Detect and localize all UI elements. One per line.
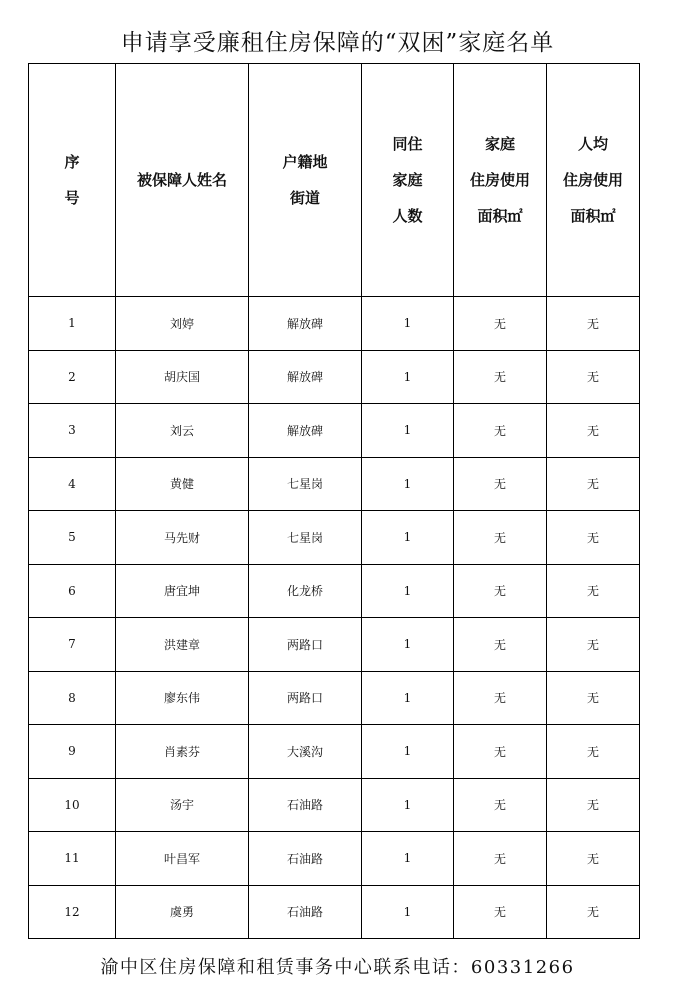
cell-serial-number: 12	[29, 885, 116, 939]
cell-serial-number: 10	[29, 778, 116, 832]
cell-serial-number: 4	[29, 457, 116, 511]
cell-per-capita-area: 无	[547, 564, 640, 618]
header-insured-name	[116, 64, 249, 297]
cell-members: 1	[362, 511, 454, 565]
cell-family-area: 无	[454, 564, 547, 618]
cell-members: 1	[362, 725, 454, 779]
header-line: 户籍地	[282, 153, 328, 171]
header-line: 家庭	[392, 171, 423, 189]
header-cohabiting-members	[362, 64, 454, 297]
cell-family-area: 无	[454, 885, 547, 939]
cell-street: 七星岗	[249, 457, 362, 511]
table-row	[29, 725, 640, 779]
cell-family-area: 无	[454, 725, 547, 779]
table-row	[29, 671, 640, 725]
cell-serial-number: 2	[29, 350, 116, 404]
document-title: 申请享受廉租住房保障的“双困”家庭名单	[120, 30, 555, 56]
cell-per-capita-area: 无	[547, 885, 640, 939]
cell-name: 胡庆国	[116, 350, 249, 404]
cell-family-area: 无	[454, 350, 547, 404]
table-row	[29, 404, 640, 458]
cell-street: 石油路	[249, 885, 362, 939]
cell-family-area: 无	[454, 832, 547, 886]
header-line: 被保障人姓名	[136, 171, 227, 189]
cell-name: 洪建章	[116, 618, 249, 672]
cell-per-capita-area: 无	[547, 671, 640, 725]
cell-per-capita-area: 无	[547, 778, 640, 832]
cell-name: 刘婷	[116, 297, 249, 351]
cell-street: 解放碑	[249, 350, 362, 404]
header-line: 街道	[289, 189, 320, 207]
cell-name: 汤宇	[116, 778, 249, 832]
header-family-housing-area	[454, 64, 547, 297]
contact-footer: 渝中区住房保障和租赁事务中心联系电话：60331266	[100, 957, 575, 978]
cell-name: 叶昌军	[116, 832, 249, 886]
cell-family-area: 无	[454, 778, 547, 832]
table-row	[29, 564, 640, 618]
cell-members: 1	[362, 778, 454, 832]
cell-members: 1	[362, 564, 454, 618]
cell-serial-number: 9	[29, 725, 116, 779]
cell-serial-number: 6	[29, 564, 116, 618]
cell-members: 1	[362, 350, 454, 404]
table-row	[29, 457, 640, 511]
cell-name: 马先财	[116, 511, 249, 565]
cell-per-capita-area: 无	[547, 350, 640, 404]
cell-street: 解放碑	[249, 297, 362, 351]
cell-family-area: 无	[454, 511, 547, 565]
cell-street: 解放碑	[249, 404, 362, 458]
cell-per-capita-area: 无	[547, 618, 640, 672]
cell-serial-number: 11	[29, 832, 116, 886]
table-row	[29, 778, 640, 832]
cell-serial-number: 8	[29, 671, 116, 725]
table-row	[29, 618, 640, 672]
header-line: 住房使用	[469, 171, 530, 189]
header-line: 同住	[392, 135, 423, 153]
household-roster-table	[28, 63, 640, 939]
cell-serial-number: 5	[29, 511, 116, 565]
cell-members: 1	[362, 671, 454, 725]
cell-members: 1	[362, 618, 454, 672]
header-line: 家庭	[484, 135, 515, 153]
table-row	[29, 885, 640, 939]
cell-per-capita-area: 无	[547, 457, 640, 511]
cell-serial-number: 1	[29, 297, 116, 351]
cell-members: 1	[362, 297, 454, 351]
cell-family-area: 无	[454, 297, 547, 351]
cell-family-area: 无	[454, 618, 547, 672]
table-row	[29, 297, 640, 351]
cell-street: 石油路	[249, 832, 362, 886]
cell-name: 刘云	[116, 404, 249, 458]
cell-members: 1	[362, 404, 454, 458]
cell-street: 两路口	[249, 618, 362, 672]
header-line: 面积㎡	[477, 207, 523, 225]
table-row	[29, 832, 640, 886]
cell-per-capita-area: 无	[547, 725, 640, 779]
cell-members: 1	[362, 832, 454, 886]
header-line: 住房使用	[562, 171, 623, 189]
header-serial-number	[29, 64, 116, 297]
cell-family-area: 无	[454, 671, 547, 725]
header-line: 号	[64, 189, 80, 207]
header-per-capita-housing-area	[547, 64, 640, 297]
cell-per-capita-area: 无	[547, 832, 640, 886]
header-line: 面积㎡	[570, 207, 616, 225]
header-line: 人数	[392, 207, 423, 225]
cell-street: 两路口	[249, 671, 362, 725]
table-row	[29, 350, 640, 404]
table-row	[29, 511, 640, 565]
cell-members: 1	[362, 885, 454, 939]
cell-family-area: 无	[454, 404, 547, 458]
table-header-row	[29, 64, 640, 297]
cell-serial-number: 3	[29, 404, 116, 458]
header-household-street	[249, 64, 362, 297]
header-line: 人均	[577, 135, 608, 153]
cell-members: 1	[362, 457, 454, 511]
cell-name: 肖素芬	[116, 725, 249, 779]
header-line: 序	[64, 153, 80, 171]
cell-name: 廖东伟	[116, 671, 249, 725]
cell-street: 石油路	[249, 778, 362, 832]
cell-name: 唐宜坤	[116, 564, 249, 618]
cell-street: 大溪沟	[249, 725, 362, 779]
cell-per-capita-area: 无	[547, 404, 640, 458]
cell-family-area: 无	[454, 457, 547, 511]
cell-serial-number: 7	[29, 618, 116, 672]
cell-street: 七星岗	[249, 511, 362, 565]
cell-name: 黄健	[116, 457, 249, 511]
cell-name: 虞勇	[116, 885, 249, 939]
cell-street: 化龙桥	[249, 564, 362, 618]
cell-per-capita-area: 无	[547, 297, 640, 351]
cell-per-capita-area: 无	[547, 511, 640, 565]
